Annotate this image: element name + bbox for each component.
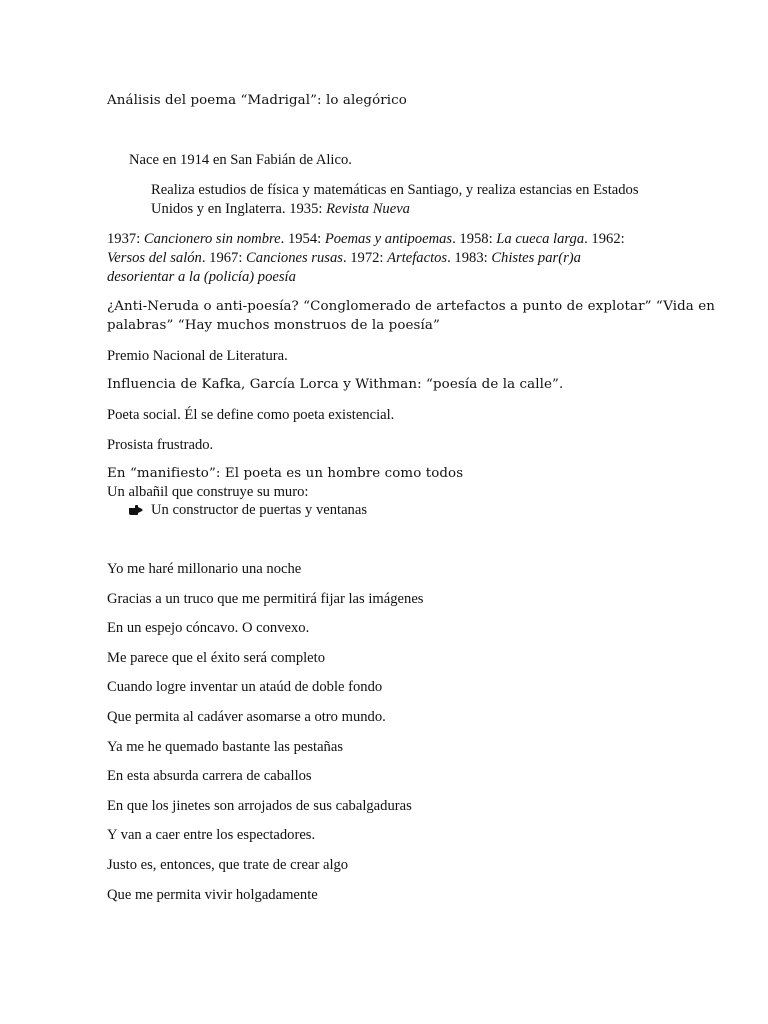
work-title: Versos del salón [107, 250, 202, 266]
prosista-line: Prosista frustrado. [107, 437, 214, 453]
works-text: . 1983: [447, 250, 492, 266]
studies-text: Unidos y en Inglaterra. 1935: [151, 201, 327, 217]
manifiesto-line: En “manifiesto”: El poeta es un hombre como todos [107, 466, 464, 481]
studies-line-2 [151, 200, 410, 218]
works-text: . 1962: [584, 231, 625, 247]
work-title: Artefactos [387, 250, 448, 266]
works-line-2 [107, 249, 581, 267]
poem-line: Gracias a un truco que me permitirá fijar las imágenes [107, 591, 424, 607]
anti-line-2: palabras” “Hay muchos monstruos de la poesía” [107, 318, 440, 333]
poem-line: Me parece que el éxito será completo [107, 650, 325, 666]
works-text: . 1954: [280, 231, 325, 247]
pointing-hand-icon [129, 505, 143, 515]
premio-line: Premio Nacional de Literatura. [107, 348, 288, 364]
anti-line-1: ¿Anti-Neruda o anti-poesía? “Conglomerado de artefactos a punto de explotar” “Vida en [107, 299, 715, 314]
poem-line: Cuando logre inventar un ataúd de doble fondo [107, 679, 383, 695]
poem-line: Que permita al cadáver asomarse a otro mundo. [107, 709, 386, 725]
works-text: 1937: [107, 231, 144, 247]
work-title: La cueca larga [496, 231, 585, 247]
work-title: Poemas y antipoemas [324, 231, 453, 247]
studies-line-1: Realiza estudios de física y matemáticas en Santiago, y realiza estancias en Estados [151, 182, 639, 198]
works-text: . 1958: [452, 231, 497, 247]
poem-line: En un espejo cóncavo. O convexo. [107, 620, 310, 636]
poem-line: Yo me haré millonario una noche [107, 561, 302, 577]
revista-title: Revista Nueva [326, 201, 410, 217]
poem-line: Y van a caer entre los espectadores. [107, 827, 316, 843]
works-line-3 [107, 268, 296, 286]
page-title: Análisis del poema “Madrigal”: lo alegórico [107, 93, 407, 108]
poem-line: Que me permita vivir holgadamente [107, 887, 318, 903]
birth-line: Nace en 1914 en San Fabián de Alico. [129, 152, 352, 168]
works-text: . 1972: [342, 250, 388, 266]
poem-line: En que los jinetes son arrojados de sus cabalgaduras [107, 798, 412, 814]
influencia-line: Influencia de Kafka, García Lorca y Withman: “poesía de la calle”. [107, 377, 564, 392]
bullet-item-text: Un constructor de puertas y ventanas [151, 502, 367, 518]
poem-line: Justo es, entonces, que trate de crear algo [107, 857, 349, 873]
poem-line: Ya me he quemado bastante las pestañas [107, 739, 344, 755]
poeta-social-line: Poeta social. Él se define como poeta existencial. [107, 407, 395, 423]
poem-line: En esta absurda carrera de caballos [107, 768, 312, 784]
work-title: desorientar a la (policía) poesía [107, 269, 296, 285]
work-title: Cancionero sin nombre [143, 231, 281, 247]
work-title: Chistes par(r)a [491, 250, 581, 266]
work-title: Canciones rusas [246, 250, 343, 266]
works-text: . 1967: [201, 250, 247, 266]
works-line-1 [107, 230, 625, 248]
bullet-list-item [129, 501, 367, 519]
albanil-line: Un albañil que construye su muro: [107, 484, 309, 500]
